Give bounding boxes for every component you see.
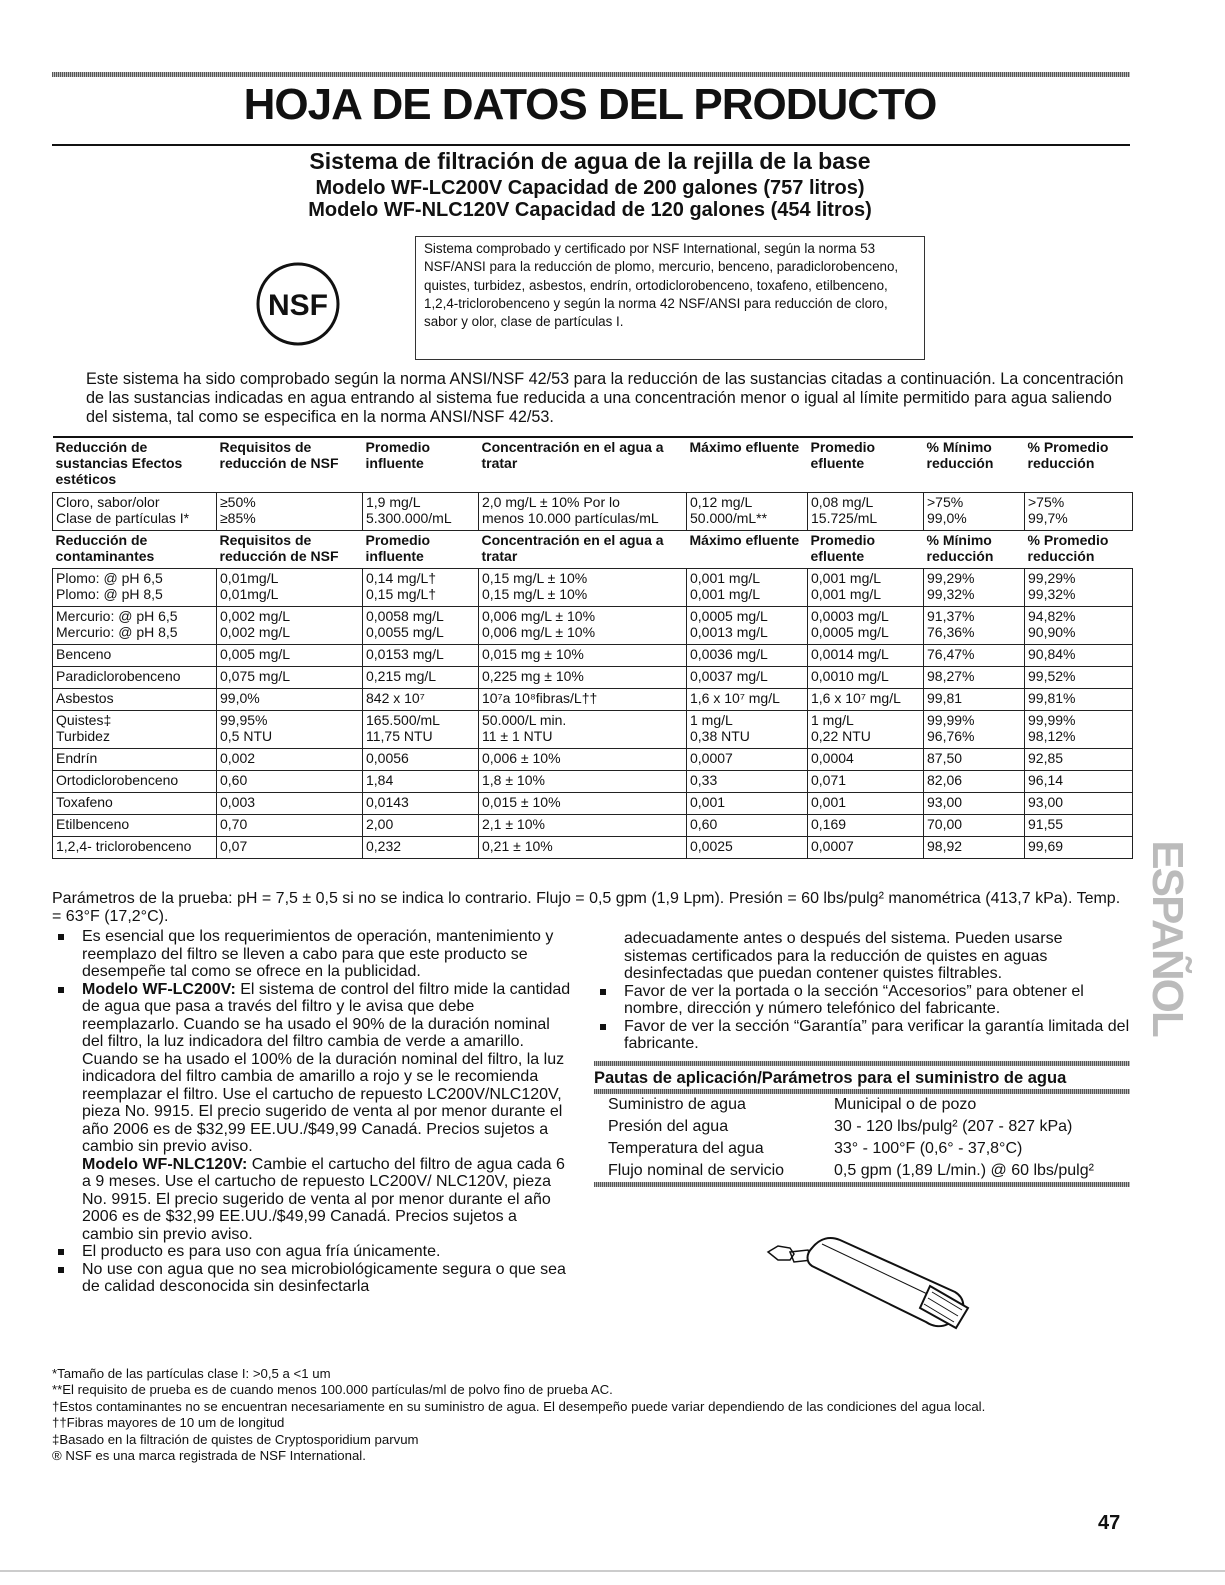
guide-row <box>608 1116 1094 1138</box>
table-cell: 0,0005 mg/L 0,0013 mg/L <box>687 607 808 645</box>
table-row <box>53 793 1133 815</box>
table-cell: 0,0007 <box>808 837 924 859</box>
table-cell: 0,08 mg/L 15.725/mL <box>808 493 924 531</box>
bullet-warranty: Favor de ver la sección “Garantía” para verificar la garantía limitada del fabricante. <box>594 1018 1130 1053</box>
table-cell: 0,0058 mg/L 0,0055 mg/L <box>363 607 479 645</box>
table-cell: 0,15 mg/L ± 10% 0,15 mg/L ± 10% <box>479 569 687 607</box>
table-cell: 0,071 <box>808 771 924 793</box>
table-cell: 0,002 mg/L 0,002 mg/L <box>217 607 363 645</box>
column-header: Requisitos de reducción de NSF <box>219 532 339 564</box>
table-cell: 99,99% 98,12% <box>1025 711 1133 749</box>
model-nlc120v-text: Cambie el cartucho del filtro de agua cada 6 a 9 meses. Use el cartucho de repuesto LC200V/ NLC120V, pieza No. 9915. El precio sugerido de venta al por menor durante el año 2006 es de $32,99 EE.UU./$49,99 Canadá. Precios sujetos a cambio sin previo aviso. <box>82 1155 565 1243</box>
column-header: Promedio influente <box>363 437 479 493</box>
table-cell: 1 mg/L 0,38 NTU <box>687 711 808 749</box>
table-cell: 165.500/mL 11,75 NTU <box>363 711 479 749</box>
table-cell: 99,81 <box>924 689 1025 711</box>
footnote-cryptosporidium: ‡Basado en la filtración de quistes de Cryptosporidium parvum <box>52 1431 419 1447</box>
table-row <box>53 667 1133 689</box>
bottom-rule <box>0 1570 1225 1572</box>
column-header: Promedio influente <box>365 532 431 564</box>
model-lc200v-line: Modelo WF-LC200V Capacidad de 200 galones (757 litros) <box>315 177 865 199</box>
table-cell: 0,0003 mg/L 0,0005 mg/L <box>808 607 924 645</box>
aesthetic-header-row <box>53 437 1133 493</box>
table-cell: >75% 99,7% <box>1025 493 1133 531</box>
guide-value: Municipal o de pozo <box>834 1096 977 1113</box>
table-cell: Endrín <box>53 749 217 771</box>
table-cell: 0,60 <box>687 815 808 837</box>
table-cell: 0,0007 <box>687 749 808 771</box>
supply-guidelines-table <box>608 1094 1094 1182</box>
table-cell: 0,001 <box>687 793 808 815</box>
unsafe-water-continued: adecuadamente antes o después del sistema. Pueden usarse sistemas certificados para la reducción de quistes en aguas desinfectadas que puedan contener quistes filtrables. <box>624 930 1063 982</box>
table-row <box>53 493 1133 531</box>
table-cell: Quistes‡ Turbidez <box>53 711 217 749</box>
table-cell: 0,001 mg/L 0,001 mg/L <box>808 569 924 607</box>
table-cell: 98,92 <box>924 837 1025 859</box>
table-cell: 93,00 <box>924 793 1025 815</box>
column-header: Promedio efluente <box>810 532 876 564</box>
table-cell: 0,0037 mg/L <box>687 667 808 689</box>
table-cell: 90,84% <box>1025 645 1133 667</box>
guide-key: Suministro de agua <box>608 1096 746 1113</box>
table-cell: 99,81% <box>1025 689 1133 711</box>
table-cell: Mercurio: @ pH 6,5 Mercurio: @ pH 8,5 <box>53 607 217 645</box>
table-cell: 0,14 mg/L† 0,15 mg/L† <box>363 569 479 607</box>
table-cell: 0,215 mg/L <box>363 667 479 689</box>
table-cell: 1,6 x 10⁷ mg/L <box>808 689 924 711</box>
column-header: Reducción de sustancias Efectos estéticos <box>53 437 217 493</box>
table-row <box>53 815 1133 837</box>
column-header: Concentración en el agua a tratar <box>479 437 687 493</box>
table-row <box>53 711 1133 749</box>
system-subtitle: Sistema de filtración de agua de la rejilla de la base <box>309 148 871 174</box>
table-cell: 70,00 <box>924 815 1025 837</box>
table-cell: ≥50% ≥85% <box>217 493 363 531</box>
table-cell: 0,01mg/L 0,01mg/L <box>217 569 363 607</box>
test-parameters: Parámetros de la prueba: pH = 7,5 ± 0,5 si no se indica lo contrario. Flujo = 0,5 gpm (1,9 Lpm). Presión = 60 lbs/pulg² manométrica (413,7 kPa). Temp. = 63°F (17,2°C). <box>52 890 1121 925</box>
column-header: % Mínimo reducción <box>926 532 994 564</box>
table-row <box>53 645 1133 667</box>
guide-key: Presión del agua <box>608 1118 729 1135</box>
guide-bottom-rule <box>594 1182 1130 1187</box>
table-cell: 0,60 <box>217 771 363 793</box>
table-cell: 92,85 <box>1025 749 1133 771</box>
table-cell: 0,015 mg ± 10% <box>479 645 687 667</box>
bullet-cold-water: El producto es para uso con agua fría únicamente. <box>52 1243 572 1261</box>
table-cell: 0,003 <box>217 793 363 815</box>
table-cell: 91,37% 76,36% <box>924 607 1025 645</box>
table-cell: 0,006 mg/L ± 10% 0,006 mg/L ± 10% <box>479 607 687 645</box>
table-cell: 0,015 ± 10% <box>479 793 687 815</box>
footnote-particles: *Tamaño de las partículas clase I: >0,5 a <1 um <box>52 1366 331 1381</box>
table-row <box>53 689 1133 711</box>
table-cell: 0,001 mg/L 0,001 mg/L <box>687 569 808 607</box>
table-cell: 0,005 mg/L <box>217 645 363 667</box>
table-cell: 10⁷a 10⁸fibras/L†† <box>479 689 687 711</box>
table-cell: 99,52% <box>1025 667 1133 689</box>
table-cell: 1,9 mg/L 5.300.000/mL <box>363 493 479 531</box>
bullet-unsafe-water: No use con agua que no sea microbiológicamente segura o que sea de calidad desconocida sin desinfectarla <box>52 1261 572 1296</box>
bullet-requirements: Es esencial que los requerimientos de operación, mantenimiento y reemplazo del filtro se lleven a cabo para que este producto se desempeñe tal como se ofrece en la publicidad. <box>52 928 572 981</box>
contaminant-rows <box>53 569 1133 859</box>
table-row <box>53 569 1133 607</box>
table-cell: 0,002 <box>217 749 363 771</box>
side-tab-label: ESPAÑOL <box>1143 840 1192 1036</box>
table-cell: 2,1 ± 10% <box>479 815 687 837</box>
table-cell: 99,95% 0,5 NTU <box>217 711 363 749</box>
table-cell: 94,82% 90,90% <box>1025 607 1133 645</box>
column-header: Promedio efluente <box>808 437 924 493</box>
table-cell: >75% 99,0% <box>924 493 1025 531</box>
table-cell: 0,232 <box>363 837 479 859</box>
table-cell: 0,0025 <box>687 837 808 859</box>
table-cell: 0,33 <box>687 771 808 793</box>
column-header: % Mínimo reducción <box>924 437 1025 493</box>
table-cell: 0,169 <box>808 815 924 837</box>
model-lc200v-text: El sistema de control del filtro mide la cantidad de agua que pasa a través del filtro y le avisa que debe reemplazarlo. Cuando se ha usado el 90% de la duración nominal del filtro, la luz indicadora del filtro cambia de verde a amarillo. Cuando se ha usado el 100% de la duración nominal del filtro, la luz indicadora del filtro cambia de amarillo a rojo y se le recomienda reemplazar el filtro. Use el cartucho de repuesto LC200V/NLC120V, pieza No. 9915. El precio sugerido de venta al por menor durante el año 2006 es de $32,99 EE.UU./$49,99 Canadá. Precios sujetos a cambio sin previo aviso. <box>82 980 571 1155</box>
table-cell: 2,0 mg/L ± 10% Por lo menos 10.000 partículas/mL <box>479 493 687 531</box>
model-nlc120v-paragraph <box>52 1156 572 1244</box>
column-header: Reducción de contaminantes <box>55 532 155 564</box>
table-cell: Ortodiclorobenceno <box>53 771 217 793</box>
page-number: 47 <box>1098 1512 1121 1534</box>
bullet-model-lc200v <box>52 981 572 1156</box>
table-cell: 0,075 mg/L <box>217 667 363 689</box>
table-cell: 98,27% <box>924 667 1025 689</box>
table-row <box>53 837 1133 859</box>
model-lc200v-label: Modelo WF-LC200V: <box>82 980 236 998</box>
column-header: Máximo efluente <box>689 532 800 548</box>
table-cell: Benceno <box>53 645 217 667</box>
table-cell: Etilbenceno <box>53 815 217 837</box>
table-cell: 99,0% <box>217 689 363 711</box>
table-cell: 0,0056 <box>363 749 479 771</box>
table-cell: Asbestos <box>53 689 217 711</box>
table-cell: 0,0153 mg/L <box>363 645 479 667</box>
table-cell: Plomo: @ pH 6,5 Plomo: @ pH 8,5 <box>53 569 217 607</box>
language-side-tab <box>1143 818 1192 1058</box>
column-header: Máximo efluente <box>687 437 808 493</box>
table-cell: 0,21 ± 10% <box>479 837 687 859</box>
table-cell: 0,70 <box>217 815 363 837</box>
table-cell: 1 mg/L 0,22 NTU <box>808 711 924 749</box>
table-cell: 99,29% 99,32% <box>1025 569 1133 607</box>
table-cell: 99,69 <box>1025 837 1133 859</box>
table-cell: 99,99% 96,76% <box>924 711 1025 749</box>
contaminant-header-row <box>53 531 1133 569</box>
table-cell: 0,07 <box>217 837 363 859</box>
table-cell: Toxafeno <box>53 793 217 815</box>
table-cell: 1,84 <box>363 771 479 793</box>
table-cell: Paradiclorobenceno <box>53 667 217 689</box>
table-cell: 0,225 mg ± 10% <box>479 667 687 689</box>
table-cell: 842 x 10⁷ <box>363 689 479 711</box>
table-cell: 76,47% <box>924 645 1025 667</box>
table-cell: 0,006 ± 10% <box>479 749 687 771</box>
bullet-accessories: Favor de ver la portada o la sección “Accesorios” para obtener el nombre, dirección y número telefónico del fabricante. <box>594 983 1130 1018</box>
table-cell: 0,0143 <box>363 793 479 815</box>
model-nlc120v-label: Modelo WF-NLC120V: <box>82 1155 248 1173</box>
table-cell: 0,0036 mg/L <box>687 645 808 667</box>
page-title: HOJA DE DATOS DEL PRODUCTO <box>243 80 937 129</box>
footnote-trademark: ® NSF es una marca registrada de NSF International. <box>52 1448 366 1464</box>
top-dotted-rule <box>52 72 1130 77</box>
table-cell: 2,00 <box>363 815 479 837</box>
guide-row <box>608 1138 1094 1160</box>
model-nlc120v-line: Modelo WF-NLC120V Capacidad de 120 galones (454 litros) <box>308 199 872 221</box>
table-row <box>53 749 1133 771</box>
table-cell: Cloro, sabor/olor Clase de partículas I* <box>53 493 217 531</box>
filter-cartridge-icon <box>760 1230 990 1330</box>
column-header: Requisitos de reducción de NSF <box>217 437 363 493</box>
footnote-test-dust: **El requisito de prueba es de cuando menos 100.000 partículas/ml de polvo fino de prueba AC. <box>52 1382 613 1398</box>
guide-key: Flujo nominal de servicio <box>608 1162 785 1179</box>
performance-data-table <box>52 436 1133 859</box>
table-cell: 0,001 <box>808 793 924 815</box>
guide-row <box>608 1094 1094 1116</box>
table-cell: 0,0004 <box>808 749 924 771</box>
guide-row <box>608 1160 1094 1182</box>
table-cell: 0,12 mg/L 50.000/mL** <box>687 493 808 531</box>
table-row <box>53 771 1133 793</box>
table-cell: 50.000/L min. 11 ± 1 NTU <box>479 711 687 749</box>
nsf-logo-text: NSF <box>268 289 328 322</box>
guide-value: 0,5 gpm (1,89 L/min.) @ 60 lbs/pulg² <box>834 1162 1094 1179</box>
table-cell: 96,14 <box>1025 771 1133 793</box>
table-cell: 93,00 <box>1025 793 1133 815</box>
guide-title: Pautas de aplicación/Parámetros para el suministro de agua <box>594 1068 1067 1087</box>
guide-key: Temperatura del agua <box>608 1140 764 1157</box>
guide-value: 33° - 100°F (0,6° - 37,8°C) <box>834 1140 1023 1157</box>
footnote-fibers: ††Fibras mayores de 10 um de longitud <box>52 1415 285 1431</box>
right-column <box>594 930 1130 1187</box>
column-header: % Promedio reducción <box>1027 532 1109 564</box>
table-cell: 82,06 <box>924 771 1025 793</box>
intro-paragraph: Este sistema ha sido comprobado según la norma ANSI/NSF 42/53 para la reducción de las sustancias citadas a continuación. La concentración de las sustancias indicadas en agua entrando al sistema fue reducida a una concentración menor o igual al límite permitido para agua saliendo del sistema, tal como se especifica en la norma ANSI/NSF 42/53. <box>86 370 1124 426</box>
aesthetic-rows <box>53 493 1133 531</box>
column-header: % Promedio reducción <box>1025 437 1133 493</box>
left-column <box>52 928 572 1296</box>
guide-value: 30 - 120 lbs/pulg² (207 - 827 kPa) <box>834 1118 1073 1135</box>
table-row <box>53 607 1133 645</box>
footnote-contaminants: †Estos contaminantes no se encuentran necesariamente en su suministro de agua. El desempeño puede variar dependiendo de las condiciones del agua local. <box>52 1398 986 1414</box>
table-cell: 1,6 x 10⁷ mg/L <box>687 689 808 711</box>
nsf-logo-icon <box>254 260 342 348</box>
column-header: Concentración en el agua a tratar <box>481 532 664 564</box>
table-cell: 0,0014 mg/L <box>808 645 924 667</box>
table-cell: 99,29% 99,32% <box>924 569 1025 607</box>
guide-top-rule <box>594 1061 1130 1066</box>
table-cell: 87,50 <box>924 749 1025 771</box>
title-divider <box>52 144 1130 146</box>
table-cell: 1,2,4- triclorobenceno <box>53 837 217 859</box>
table-cell: 1,8 ± 10% <box>479 771 687 793</box>
footnotes <box>52 1366 1132 1464</box>
table-cell: 0,0010 mg/L <box>808 667 924 689</box>
table-cell: 91,55 <box>1025 815 1133 837</box>
certification-box: Sistema comprobado y certificado por NSF International, según la norma 53 NSF/ANSI para la reducción de plomo, mercurio, benceno, paradiclorobenceno, quistes, turbidez, asbestos, endrín, ortodiclorobenceno, toxafeno, etilbenceno, 1,2,4-triclorobenceno y según la norma 42 NSF/ANSI para reducción de cloro, sabor y olor, clase de partículas I. <box>415 236 925 360</box>
